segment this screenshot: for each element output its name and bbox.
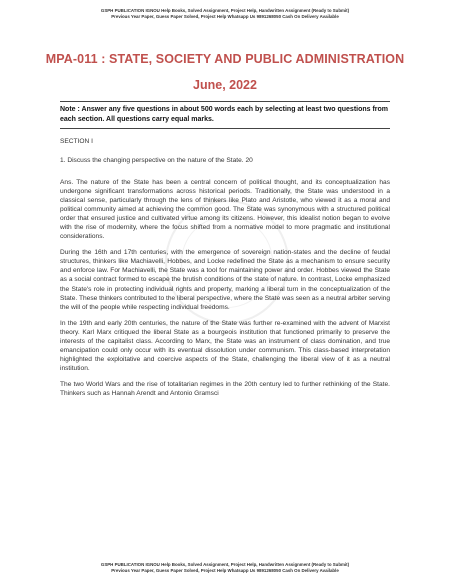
footer-line-1: GSPH PUBLICATION IGNOU Help Books, Solved Assignment, Project Help, Handwritten Assignment (Ready to Submit) — [100, 562, 350, 567]
answer-paragraph: In the 19th and early 20th centuries, the nature of the State was further re-examined with the advent of Marxist theory. Karl Marx critiqued the liberal State as a bourgeois institution that functioned primarily to preserve the interests of the capitalist class. According to Marx, the State was an instrument of class domination, and true emancipation could only occur with its eventual dissolution under communism. This class-based interpretation highlighted the exploitative and coercive aspects of the State, challenging the liberal view of it as a neutral institution. — [60, 319, 390, 372]
answer-body — [60, 178, 390, 405]
answer-paragraph: Ans. The nature of the State has been a central concern of political thought, and its conceptualization has undergone significant transformations across historical periods. Traditionally, the State was understood in a classical sense, particularly through the lens of thinkers like Plato and Aristotle, who viewed it as a moral and political community aimed at achieving the common good. The State was synonymous with a structured political order that ensured justice and cultivated virtue among its citizens. However, this idealist notion began to evolve with the rise of modernity, where the focus shifted from a normative model to more pragmatic and institutional considerations. — [60, 179, 390, 241]
footer-line-2: Previous Year Paper, Guess Paper Solved, Project Help Whatsapp Us 9891268050 Cash On Delivery Available — [111, 568, 339, 573]
section-heading: SECTION I — [60, 138, 93, 145]
answer-paragraph: During the 16th and 17th centuries, with the emergence of sovereign nation-states and the decline of feudal structures, thinkers like Machiavelli, Hobbes, and Locke redefined the State as a mechanism to ensure security and enforce law. For Machiavelli, the State was a tool for maintaining power and order. Hobbes viewed the State as a social contract formed to escape the brutish conditions of the state of nature. In contrast, Locke emphasized the State's role in protecting individual rights and property, marking a liberal turn in the conceptualization of the State. These thinkers contributed to the liberal perspective, where the State was seen as a neutral arbiter serving the will of the people while respecting individual freedoms. — [60, 249, 390, 311]
question-1: 1. Discuss the changing perspective on the nature of the State. 20 — [60, 157, 253, 164]
publisher-header — [0, 8, 450, 20]
answer-paragraph: The two World Wars and the rise of totalitarian regimes in the 20th century led to further rethinking of the State. Thinkers such as Hannah Arendt and Antonio Gramsci — [60, 380, 390, 397]
publisher-footer — [0, 562, 450, 574]
instructions-note: Note : Answer any five questions in about 500 words each by selecting at least two questions from each section. All questions carry equal marks. — [60, 101, 390, 129]
header-line-2: Previous Year Paper, Guess Paper Solved, Project Help Whatsapp Us 9891268050 Cash On Delivery Available — [111, 14, 339, 19]
paper-title: MPA-011 : STATE, SOCIETY AND PUBLIC ADMINISTRATION — [45, 52, 405, 66]
header-line-1: GSPH PUBLICATION IGNOU Help Books, Solved Assignment, Project Help, Handwritten Assignment (Ready to Submit) — [100, 8, 350, 13]
exam-date: June, 2022 — [193, 78, 257, 92]
